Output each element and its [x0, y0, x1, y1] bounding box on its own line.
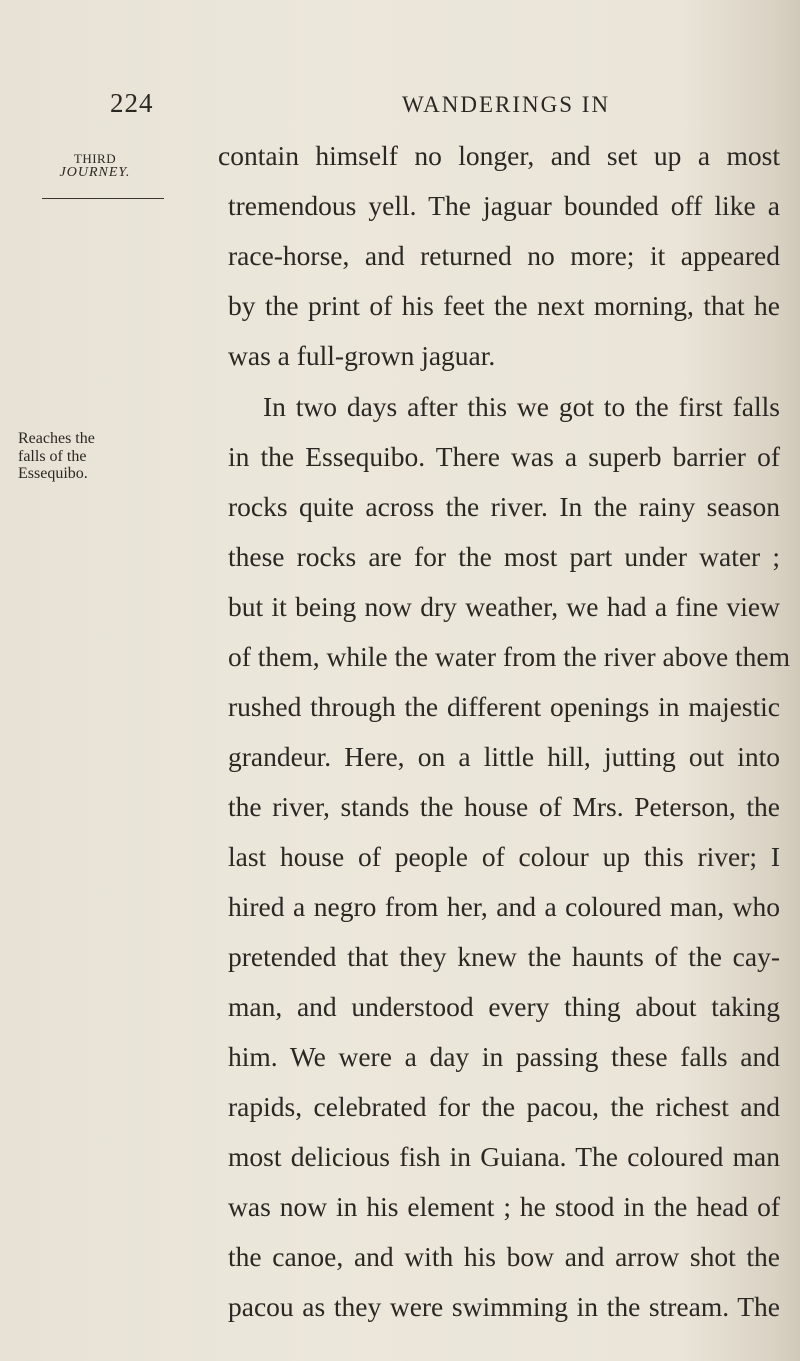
sidenote-rule — [42, 198, 164, 199]
text-line: contain himself no longer, and set up a most — [218, 140, 780, 171]
text-line: man, and understood every thing about taking — [228, 991, 780, 1022]
sidenote-falls-line-3: Essequibo. — [18, 465, 88, 483]
text-line: was now in his element ; he stood in the head of — [228, 1191, 780, 1222]
text-line: pacou as they were swimming in the stream. The — [228, 1291, 780, 1322]
text-line: race-horse, and returned no more; it appeared — [228, 240, 780, 271]
text-line: pretended that they knew the haunts of the cay- — [228, 941, 780, 972]
running-head — [0, 88, 800, 128]
text-line: most delicious fish in Guiana. The coloured man — [228, 1141, 780, 1172]
sidenote-falls-line-2: falls of the — [18, 447, 87, 465]
text-line: rushed through the different openings in majestic — [228, 691, 780, 722]
text-line: rocks quite across the river. In the rainy season — [228, 491, 780, 522]
text-line: by the print of his feet the next morning, that he — [228, 290, 780, 321]
page-number: 224 — [110, 88, 154, 118]
paragraph-start-line: In two days after this we got to the first falls — [263, 391, 780, 422]
sidenote-falls-line-1: Reaches the — [18, 430, 95, 447]
sidenote-reaches-falls — [18, 430, 128, 483]
text-line: in the Essequibo. There was a superb barrier of — [228, 441, 780, 472]
text-line: tremendous yell. The jaguar bounded off like a — [228, 190, 780, 221]
text-line: last house of people of colour up this river; I — [228, 841, 780, 872]
text-line: him. We were a day in passing these falls and — [228, 1041, 780, 1072]
text-line: hired a negro from her, and a coloured man, who — [228, 891, 780, 922]
text-line: was a full-grown jaguar. — [228, 340, 496, 371]
running-title: WANDERINGS IN — [402, 92, 611, 117]
text-line: rapids, celebrated for the pacou, the richest and — [228, 1091, 780, 1122]
text-line: but it being now dry weather, we had a fine view — [228, 591, 780, 622]
text-line: grandeur. Here, on a little hill, jutting out into — [228, 741, 780, 772]
sidenote-journey-label: JOURNEY. — [59, 164, 131, 180]
text-line: these rocks are for the most part under water ; — [228, 541, 780, 572]
text-line: the river, stands the house of Mrs. Peterson, the — [228, 791, 780, 822]
sidenote-third-label: THIRD — [73, 151, 117, 166]
text-line: of them, while the water from the river above them — [228, 641, 791, 672]
sidenote-third-journey — [20, 152, 170, 180]
text-line: the canoe, and with his bow and arrow shot the — [228, 1241, 780, 1272]
